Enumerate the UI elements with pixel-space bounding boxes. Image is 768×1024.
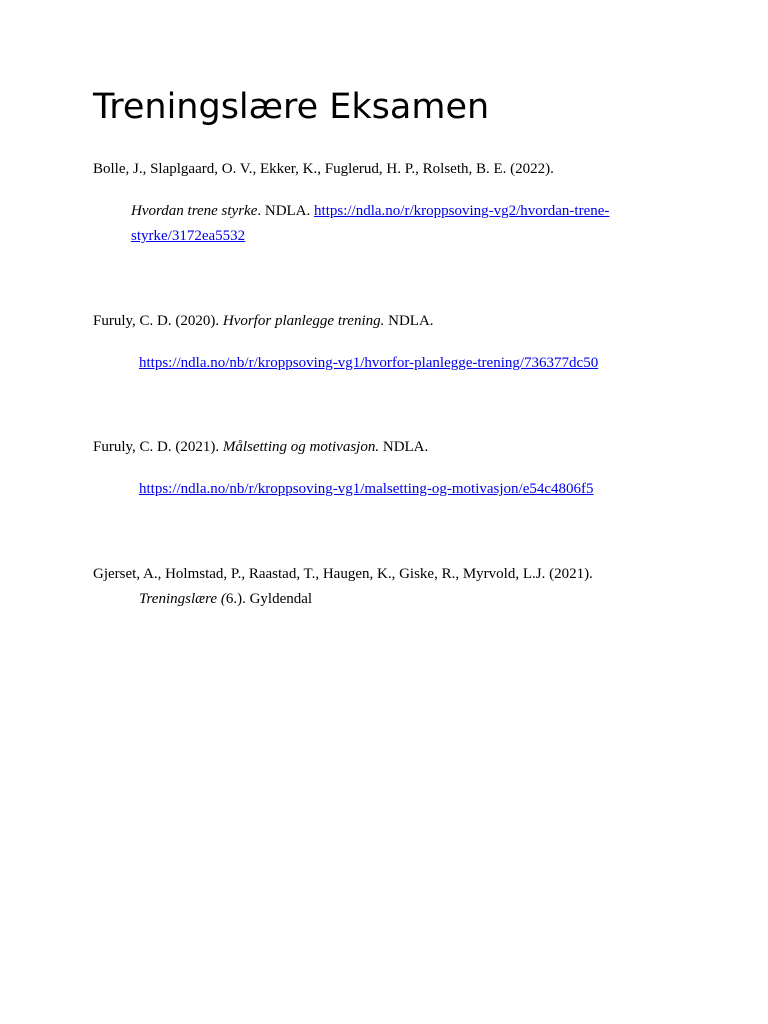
- reference-4-edition-publisher: 6.). Gyldendal: [225, 591, 313, 607]
- reference-2-work-title: Hvorfor planlegge trening.: [222, 313, 385, 329]
- reference-2-publisher: NDLA.: [384, 313, 434, 329]
- reference-4-authors-text: Gjerset, A., Holmstad, P., Raastad, T., Haugen, K., Giske, R., Myrvold, L.J. (2021).: [93, 566, 593, 582]
- reference-1-authors: [93, 157, 554, 182]
- reference-3-entry: [93, 435, 428, 460]
- reference-2-entry: [93, 309, 434, 334]
- reference-3-link[interactable]: https://ndla.no/nb/r/kroppsoving-vg1/malsetting-og-motivasjon/e54c4806f5: [139, 481, 594, 497]
- document-title: Treningslære Eksamen: [93, 87, 490, 127]
- reference-2-link[interactable]: https://ndla.no/nb/r/kroppsoving-vg1/hvorfor-planlegge-trening/736377dc50: [139, 355, 599, 371]
- reference-2-authors-year: Furuly, C. D. (2020).: [93, 313, 223, 329]
- reference-1-link-continued[interactable]: styrke/3172ea5532: [131, 228, 246, 244]
- reference-3-authors-year: Furuly, C. D. (2021).: [93, 439, 223, 455]
- reference-1-title-line: [131, 199, 609, 224]
- reference-1-link-continuation: [131, 224, 245, 249]
- reference-4-title-line: [139, 587, 312, 612]
- reference-4-authors: [93, 562, 593, 587]
- reference-3-work-title: Målsetting og motivasjon.: [222, 439, 380, 455]
- reference-1-work-title: Hvordan trene styrke: [131, 203, 258, 219]
- reference-1-authors-text: Bolle, J., Slaplgaard, O. V., Ekker, K., Fuglerud, H. P., Rolseth, B. E. (2022).: [93, 161, 554, 177]
- reference-1-link[interactable]: https://ndla.no/r/kroppsoving-vg2/hvordan-trene-: [314, 203, 610, 219]
- reference-1-publisher: . NDLA.: [257, 203, 315, 219]
- reference-4-work-title: Treningslære (: [139, 591, 226, 607]
- reference-2-link-line: [139, 351, 598, 376]
- reference-3-publisher: NDLA.: [379, 439, 429, 455]
- reference-3-link-line: [139, 477, 594, 502]
